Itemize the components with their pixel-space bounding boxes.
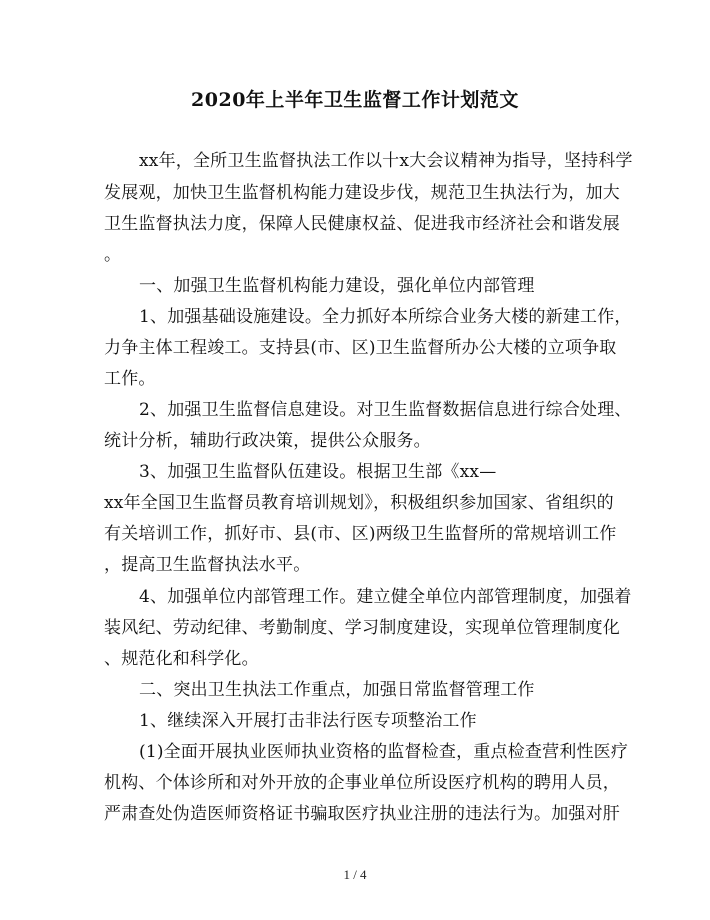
body-line: (1)全面开展执业医师执业资格的监督检查，重点检查营利性医疗 bbox=[139, 742, 629, 762]
body-line: 力争主体工程竣工。支持县(市、区)卫生监督所办公大楼的立项争取 bbox=[104, 338, 617, 358]
body-line: 。 bbox=[104, 245, 122, 265]
body-line: 1、加强基础设施建设。全力抓好本所综合业务大楼的新建工作， bbox=[139, 307, 632, 327]
body-line: 、规范化和科学化。 bbox=[104, 649, 259, 669]
page-number: 1 / 4 bbox=[343, 867, 367, 882]
body-line: 3、加强卫生监督队伍建设。根据卫生部《xx— bbox=[139, 462, 497, 482]
body-line: 工作。 bbox=[104, 369, 156, 389]
body-line: 严肃查处伪造医师资格证书骗取医疗执业注册的违法行为。加强对肝 bbox=[104, 804, 620, 824]
body-line: 卫生监督执法力度，保障人民健康权益、促进我市经济社会和谐发展 bbox=[104, 214, 620, 234]
document-title: 2020年上半年卫生监督工作计划范文 bbox=[191, 89, 519, 111]
body-line: 4、加强单位内部管理工作。建立健全单位内部管理制度，加强着 bbox=[139, 587, 632, 607]
section-heading: 一、加强卫生监督机构能力建设，强化单位内部管理 bbox=[139, 276, 535, 296]
body-line: 发展观，加快卫生监督机构能力建设步伐，规范卫生执法行为，加大 bbox=[104, 183, 620, 203]
section-heading: 二、突出卫生执法工作重点，加强日常监督管理工作 bbox=[139, 680, 535, 700]
body-line: 1、继续深入开展打击非法行医专项整治工作 bbox=[139, 711, 477, 731]
body-line: 装风纪、劳动纪律、考勤制度、学习制度建设，实现单位管理制度化 bbox=[104, 618, 620, 638]
body-line: ，提高卫生监督执法水平。 bbox=[104, 555, 311, 575]
body-line: 有关培训工作，抓好市、县(市、区)两级卫生监督所的常规培训工作 bbox=[104, 524, 617, 544]
body-line: 2、加强卫生监督信息建设。对卫生监督数据信息进行综合处理、 bbox=[139, 400, 632, 420]
body-line: 机构、个体诊所和对外开放的企事业单位所设医疗机构的聘用人员， bbox=[104, 773, 620, 793]
body-line: xx年全国卫生监督员教育培训规划》，积极组织参加国家、省组织的 bbox=[104, 493, 614, 513]
body-line: xx年，全所卫生监督执法工作以十x大会议精神为指导，坚持科学 bbox=[139, 151, 633, 171]
body-line: 统计分析，辅助行政决策，提供公众服务。 bbox=[104, 431, 431, 451]
